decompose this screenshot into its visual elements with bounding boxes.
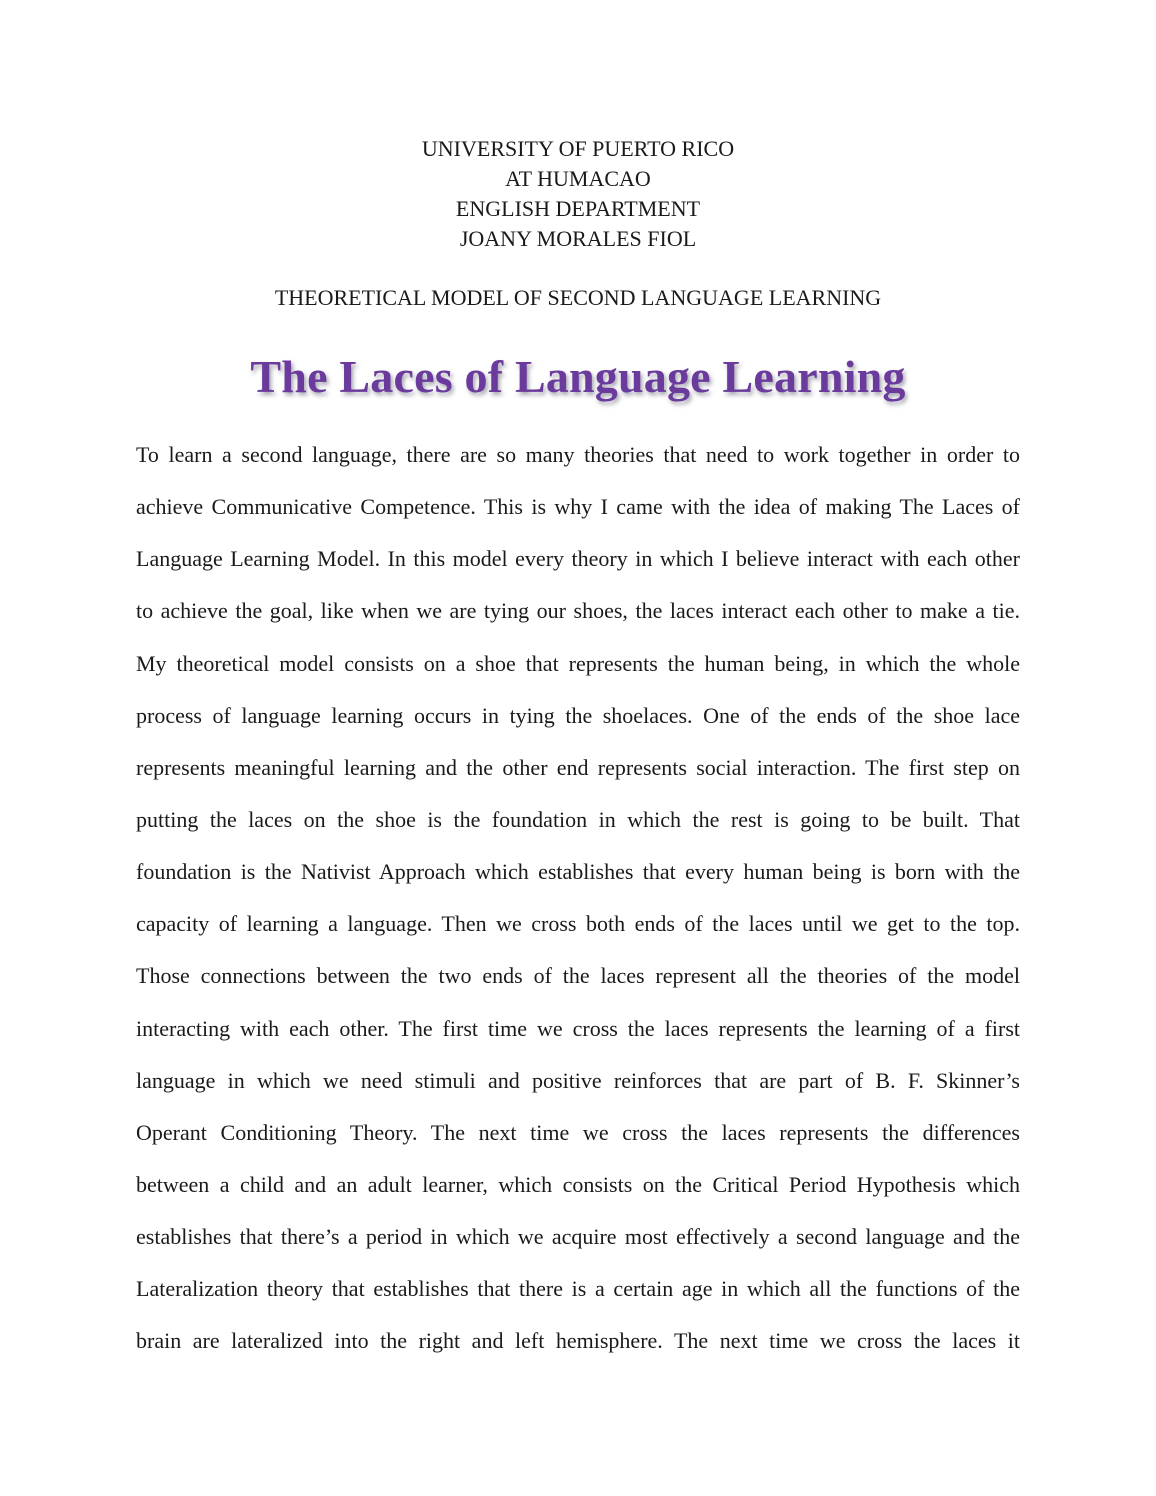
body-line: process of language learning occurs in tying the shoelaces. One of the ends of the shoe lace (136, 702, 1020, 728)
document-subtitle: THEORETICAL MODEL OF SECOND LANGUAGE LEARNING (274, 285, 882, 310)
document-title: The Laces of Language Learning (250, 351, 906, 402)
department-name: ENGLISH DEPARTMENT (455, 196, 701, 221)
body-line: To learn a second language, there are so many theories that need to work together in order to (136, 442, 1020, 467)
body-paragraph (136, 429, 1020, 1368)
body-line: between a child and an adult learner, which consists on the Critical Period Hypothesis which (136, 1171, 1020, 1197)
body-line: capacity of learning a language. Then we cross both ends of the laces until we get to the top. (136, 911, 1020, 937)
body-line: My theoretical model consists on a shoe that represents the human being, in which the whole (136, 650, 1020, 676)
body-line: language in which we need stimuli and positive reinforces that are part of B. F. Skinner’s (136, 1067, 1020, 1093)
body-line: interacting with each other. The first time we cross the laces represents the learning of a first (136, 1015, 1020, 1041)
header-block (0, 134, 1156, 254)
author-name: JOANY MORALES FIOL (459, 226, 697, 251)
body-line: foundation is the Nativist Approach which establishes that every human being is born with the (136, 859, 1020, 885)
body-line: to achieve the goal, like when we are tying our shoes, the laces interact each other to make a tie. (136, 598, 1020, 624)
body-line: Operant Conditioning Theory. The next time we cross the laces represents the differences (136, 1119, 1020, 1145)
body-line: achieve Communicative Competence. This is why I came with the idea of making The Laces of (136, 494, 1020, 520)
body-line: brain are lateralized into the right and left hemisphere. The next time we cross the laces it (136, 1328, 1020, 1354)
university-name: UNIVERSITY OF PUERTO RICO (421, 136, 735, 161)
body-line: Lateralization theory that establishes that there is a certain age in which all the functions of the (136, 1276, 1020, 1302)
body-line: putting the laces on the shoe is the foundation in which the rest is going to be built. That (136, 806, 1020, 832)
body-line: establishes that there’s a period in which we acquire most effectively a second language and the (136, 1224, 1020, 1250)
body-line: Those connections between the two ends of the laces represent all the theories of the model (136, 963, 1020, 989)
body-line: represents meaningful learning and the other end represents social interaction. The first step on (136, 754, 1020, 780)
campus-name: AT HUMACAO (505, 166, 651, 191)
body-line: Language Learning Model. In this model every theory in which I believe interact with each other (136, 546, 1020, 572)
